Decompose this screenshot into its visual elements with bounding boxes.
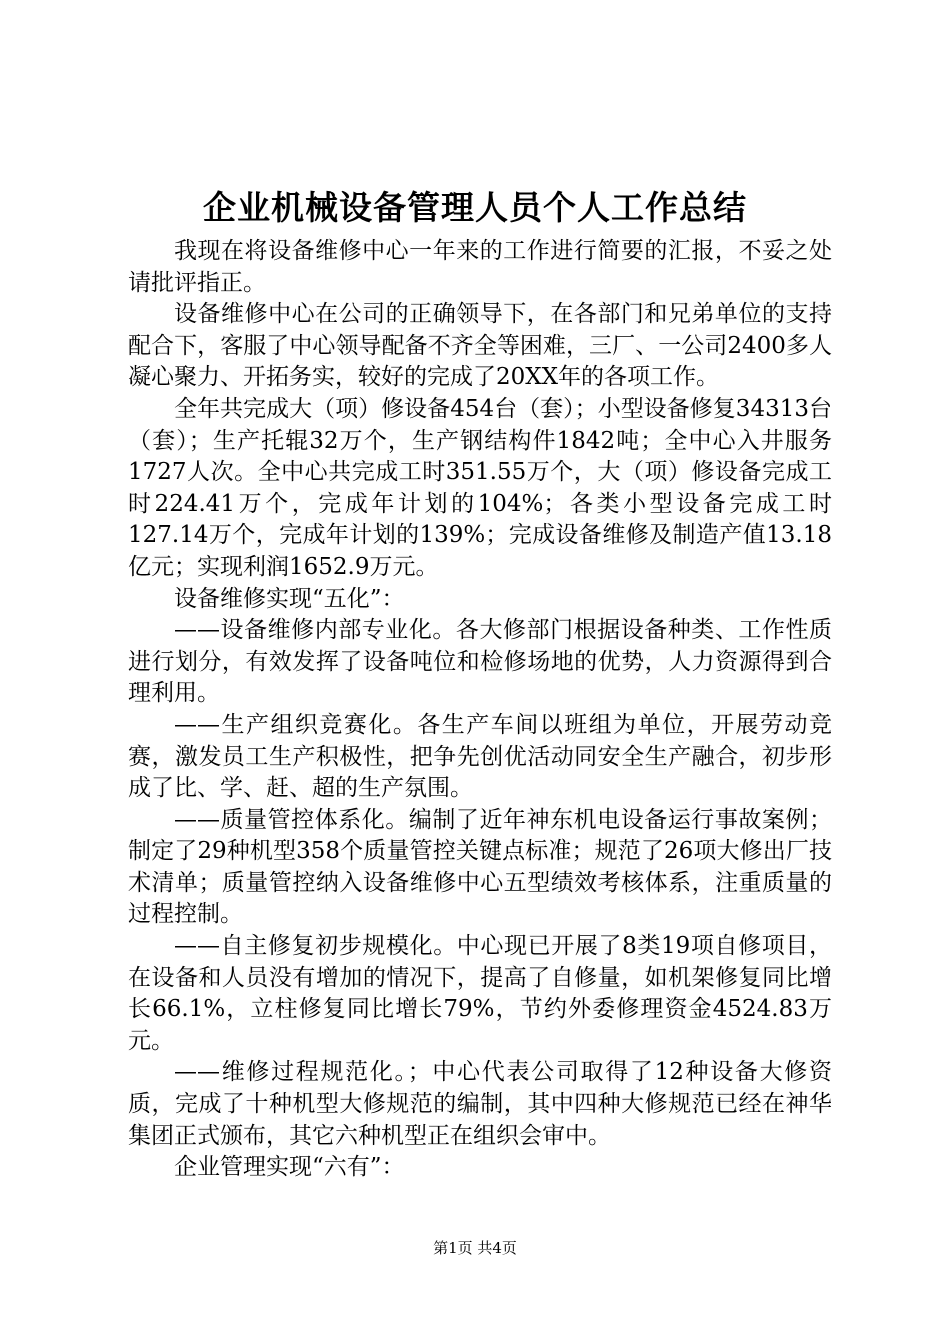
- document-title: 企业机械设备管理人员个人工作总结: [203, 188, 747, 227]
- paragraph-six-heading: 企业管理实现“六有”：: [174, 1154, 405, 1181]
- paragraph-five-heading: 设备维修实现“五化”：: [174, 585, 405, 612]
- paragraph-overview: 设备维修中心在公司的正确领导下，在各部门和兄弟单位的支持配合下，客服了中心领导配备不齐全等困难，三厂、一公司2400多人凝心聚力、开拓务实，较好的完成了20XX年的各项工作。: [128, 301, 832, 391]
- paragraph-specialization: ——设备维修内部专业化。各大修部门根据设备种类、工作性质进行划分，有效发挥了设备吨位和检修场地的优势，人力资源得到合理利用。: [128, 617, 832, 707]
- document-body: [128, 236, 832, 1184]
- page-footer: 第1页 共4页: [433, 1239, 517, 1257]
- paragraph-statistics: 全年共完成大（项）修设备454台（套）；小型设备修复34313台（套）；生产托辊32万个，生产钢结构件1842吨；全中心入井服务1727人次。全中心共完成工时351.55万个，大（项）修设备完成工时224.41万个，完成年计划的104%；各类小型设备完成工时127.14万个，完成年计划的139%；完成设备维修及制造产值13.18亿元；实现利润1652.9万元。: [128, 395, 832, 580]
- paragraph-self-repair: ——自主修复初步规模化。中心现已开展了8类19项自修项目，在设备和人员没有增加的情况下，提高了自修量，如机架修复同比增长66.1%，立柱修复同比增长79%，节约外委修理资金4524.83万元。: [128, 933, 832, 1054]
- paragraph-competition: ——生产组织竞赛化。各生产车间以班组为单位，开展劳动竞赛，激发员工生产积极性，把争先创优活动同安全生产融合，初步形成了比、学、赶、超的生产氛围。: [128, 711, 832, 802]
- paragraph-intro: 我现在将设备维修中心一年来的工作进行简要的汇报，不妥之处请批评指正。: [128, 238, 832, 296]
- paragraph-quality: ——质量管控体系化。编制了近年神东机电设备运行事故案例；制定了29种机型358个质量管控关键点标准；规范了26项大修出厂技术清单；质量管控纳入设备维修中心五型绩效考核体系，注重质量的过程控制。: [128, 806, 832, 928]
- paragraph-standardization: ——维修过程规范化。；中心代表公司取得了12种设备大修资质，完成了十种机型大修规范的编制，其中四种大修规范已经在神华集团正式颁布，其它六种机型正在组织会审中。: [128, 1059, 832, 1149]
